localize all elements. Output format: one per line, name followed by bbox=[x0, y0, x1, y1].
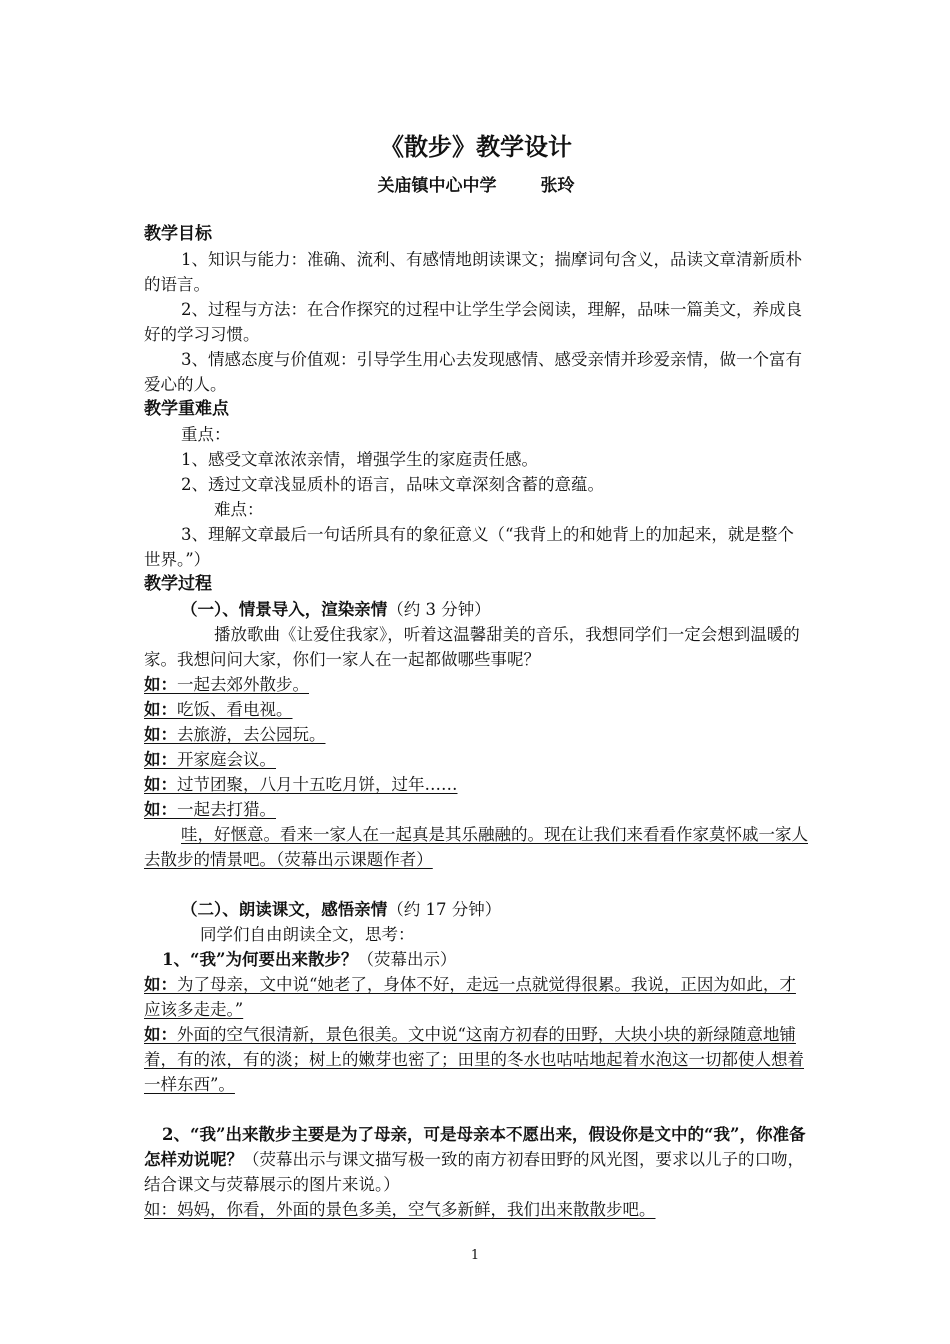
key-point-1: 1、感受文章浓浓亲情，增强学生的家庭责任感。 bbox=[181, 450, 538, 469]
author-school: 关庙镇中心中学 bbox=[377, 176, 497, 196]
goal-1: 1、知识与能力：准确、流利、有感情地朗读课文；揣摩词句含义，品读文章清新质朴的语言。 bbox=[144, 250, 802, 294]
question-2-note: （荧幕出示与课文描写极一致的南方初春田野的风光图，要求以儿子的口吻，结合课文与荧幕展示的图片来说。） bbox=[144, 1150, 804, 1194]
example-item bbox=[144, 772, 808, 797]
example-label: 如： bbox=[144, 700, 177, 719]
difficulty-label: 难点： bbox=[214, 500, 264, 519]
answer-3 bbox=[144, 1197, 808, 1222]
answer-1-text: 为了母亲，文中说“她老了，身体不好，走远一点就觉得很累。我说，正因为如此，才应该多走走。” bbox=[144, 975, 796, 1019]
goal-2: 2、过程与方法：在合作探究的过程中让学生学会阅读，理解，品味一篇美文，养成良好的学习习惯。 bbox=[144, 300, 802, 344]
example-item bbox=[144, 697, 808, 722]
part1-time: （约 3 分钟） bbox=[387, 600, 491, 619]
part1-heading bbox=[144, 597, 808, 622]
section-heading-key-points: 教学重难点 bbox=[144, 399, 229, 419]
question-2 bbox=[144, 1122, 808, 1197]
author-name: 张玲 bbox=[540, 176, 575, 196]
answer-2-text: 外面的空气很清新，景色很美。文中说“这南方初春的田野，大块小块的新绿随意地铺着，有的浓，有的淡；树上的嫩芽也密了；田里的冬水也咕咕地起着水泡这一切都使人想着一样东西”。 bbox=[144, 1025, 804, 1094]
example-label: 如： bbox=[144, 725, 177, 744]
goal-3: 3、情感态度与价值观：引导学生用心去发现感情、感受亲情并珍爱亲情，做一个富有爱心的人。 bbox=[144, 350, 802, 394]
question-1-note: （荧幕出示） bbox=[357, 950, 457, 969]
part2-title: （二）、朗读课文，感悟亲情 bbox=[181, 900, 388, 919]
document-title: 《散步》教学设计 bbox=[380, 132, 572, 161]
difficulty-point: 3、理解文章最后一句话所具有的象征意义（“我背上的和她背上的加起来，就是整个世界。”） bbox=[144, 525, 794, 569]
example-label: 如： bbox=[144, 800, 177, 819]
example-text: 一起去打猎。 bbox=[177, 800, 276, 819]
section-heading-goals: 教学目标 bbox=[144, 224, 212, 244]
answer-label: 如： bbox=[144, 975, 177, 994]
part2-heading bbox=[144, 897, 808, 922]
part2-intro: 同学们自由朗读全文，思考： bbox=[200, 925, 415, 944]
answer-2 bbox=[144, 1022, 808, 1097]
document-author bbox=[144, 174, 808, 198]
example-item bbox=[144, 672, 808, 697]
document-body bbox=[144, 130, 808, 1222]
question-1 bbox=[144, 947, 808, 972]
page-number: 1 bbox=[470, 1248, 480, 1263]
answer-1 bbox=[144, 972, 808, 1022]
answer-3-text: 如：妈妈，你看，外面的景色多美，空气多新鲜，我们出来散散步吧。 bbox=[144, 1200, 656, 1219]
part1-intro: 播放歌曲《让爱住我家》，听着这温馨甜美的音乐，我想同学们一定会想到温暖的家。我想问问大家，你们一家人在一起都做哪些事呢？ bbox=[144, 625, 800, 669]
example-text: 去旅游，去公园玩。 bbox=[177, 725, 326, 744]
example-text: 过节团聚，八月十五吃月饼，过年…… bbox=[177, 775, 458, 794]
part1-outro: 哇，好惬意。看来一家人在一起真是其乐融融的。现在让我们来看看作家莫怀戚一家人去散步的情景吧。（荧幕出示课题作者） bbox=[144, 825, 808, 869]
example-text: 开家庭会议。 bbox=[177, 750, 276, 769]
part2-time: （约 17 分钟） bbox=[387, 900, 502, 919]
example-label: 如： bbox=[144, 775, 177, 794]
answer-label: 如： bbox=[144, 1025, 177, 1044]
example-item bbox=[144, 747, 808, 772]
part1-title: （一）、情景导入，渲染亲情 bbox=[181, 600, 388, 619]
example-item bbox=[144, 722, 808, 747]
key-label: 重点： bbox=[181, 425, 231, 444]
example-label: 如： bbox=[144, 675, 177, 694]
question-1-text: 1、“我”为何要出来散步？ bbox=[162, 950, 358, 969]
key-point-2: 2、透过文章浅显质朴的语言，品味文章深刻含蓄的意蕴。 bbox=[181, 475, 604, 494]
section-heading-process: 教学过程 bbox=[144, 574, 212, 594]
question-2-text: 2、“我”出来散步主要是为了母亲，可是母亲本不愿出来，假设你是文中的“我”，你准备怎样劝说呢？ bbox=[144, 1125, 806, 1169]
example-item bbox=[144, 797, 808, 822]
example-text: 吃饭、看电视。 bbox=[177, 700, 293, 719]
example-label: 如： bbox=[144, 750, 177, 769]
example-text: 一起去郊外散步。 bbox=[177, 675, 309, 694]
